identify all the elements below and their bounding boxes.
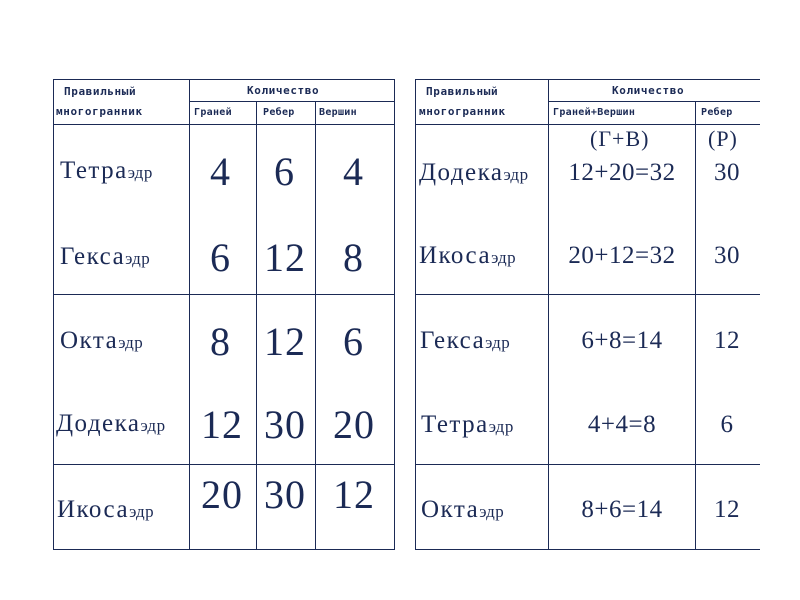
left-row-faces: 12 bbox=[201, 402, 243, 447]
right-row-name: Октаэдр bbox=[421, 496, 505, 523]
right-header-edges: Ребер bbox=[701, 107, 733, 118]
left-row-vertices: 6 bbox=[343, 319, 364, 364]
right-header-polyhedron-line2: многогранник bbox=[419, 105, 506, 118]
right-group-divider-1 bbox=[415, 294, 760, 295]
right-row-edges: 30 bbox=[714, 159, 740, 186]
right-count-subheader-divider bbox=[548, 101, 760, 102]
right-row-sum: 6+8=14 bbox=[581, 327, 663, 354]
right-row-sum: 4+4=8 bbox=[587, 411, 657, 438]
left-row-vertices: 12 bbox=[333, 472, 375, 517]
left-header-polyhedron-line1: Правильный bbox=[64, 85, 137, 98]
left-row-faces: 6 bbox=[210, 235, 231, 280]
left-row-edges: 30 bbox=[264, 402, 306, 447]
left-name-col-divider bbox=[189, 79, 190, 550]
right-name-col-divider bbox=[548, 79, 549, 550]
right-row-name: Икосаэдр bbox=[419, 242, 517, 269]
left-row-vertices: 20 bbox=[333, 402, 375, 447]
right-header-polyhedron-line1: Правильный bbox=[426, 85, 499, 98]
left-group-divider-1 bbox=[53, 294, 395, 295]
right-header-divider bbox=[415, 124, 760, 125]
right-row-name: Тетраэдр bbox=[421, 411, 514, 438]
right-paren-edges: (Р) bbox=[708, 126, 738, 151]
left-faces-col-divider bbox=[256, 101, 257, 550]
right-row-sum: 8+6=14 bbox=[581, 496, 663, 523]
right-row-edges: 30 bbox=[714, 242, 740, 269]
right-row-edges: 12 bbox=[714, 327, 740, 354]
right-header-faces-vertices: Граней+Вершин bbox=[553, 107, 636, 118]
right-row-name: Додекаэдр bbox=[419, 159, 529, 186]
left-row-name: Додекаэдр bbox=[56, 410, 166, 437]
left-header-vertices: Вершин bbox=[319, 107, 357, 118]
left-row-vertices: 8 bbox=[343, 235, 364, 280]
left-header-divider bbox=[53, 124, 395, 125]
left-row-faces: 8 bbox=[210, 319, 231, 364]
left-row-edges: 30 bbox=[264, 472, 306, 517]
right-row-sum: 12+20=32 bbox=[568, 159, 676, 186]
right-row-edges: 12 bbox=[714, 496, 740, 523]
right-row-sum: 20+12=32 bbox=[568, 242, 676, 269]
left-row-edges: 6 bbox=[274, 149, 295, 194]
left-row-name: Октаэдр bbox=[60, 327, 144, 354]
right-group-divider-2 bbox=[415, 464, 760, 465]
left-header-polyhedron-line2: многогранник bbox=[56, 105, 143, 118]
left-group-divider-2 bbox=[53, 464, 395, 465]
left-row-name: Гексаэдр bbox=[60, 243, 151, 270]
left-header-faces: Граней bbox=[194, 107, 232, 118]
left-row-vertices: 4 bbox=[343, 149, 364, 194]
left-row-name: Тетраэдр bbox=[60, 157, 153, 184]
right-row-name: Гексаэдр bbox=[420, 327, 511, 354]
left-header-edges: Ребер bbox=[263, 107, 295, 118]
right-sum-col-divider bbox=[695, 101, 696, 550]
left-count-subheader-divider bbox=[189, 101, 395, 102]
right-paren-faces-vertices: (Г+В) bbox=[590, 126, 650, 151]
left-row-edges: 12 bbox=[264, 235, 306, 280]
right-row-edges: 6 bbox=[720, 411, 734, 438]
left-edges-col-divider bbox=[315, 101, 316, 550]
left-row-faces: 4 bbox=[210, 149, 231, 194]
left-row-faces: 20 bbox=[201, 472, 243, 517]
left-row-name: Икосаэдр bbox=[57, 496, 155, 523]
left-header-count: Количество bbox=[247, 84, 320, 97]
right-header-count: Количество bbox=[612, 84, 685, 97]
left-row-edges: 12 bbox=[264, 319, 306, 364]
